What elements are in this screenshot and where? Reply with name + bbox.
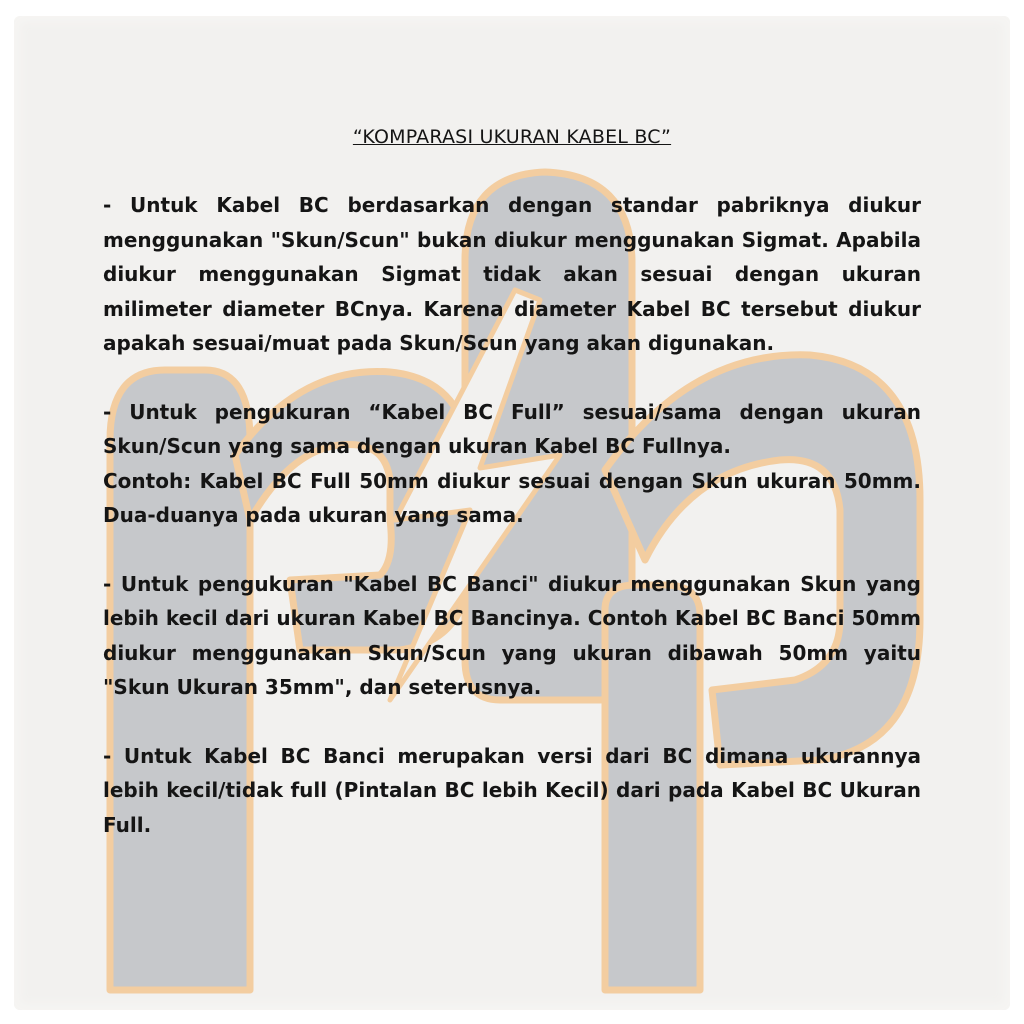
page-title: “KOMPARASI UKURAN KABEL BC” (352, 126, 672, 148)
paragraph-2: - Untuk pengukuran “Kabel BC Full” sesuai/sama dengan ukuran Skun/Scun yang sama dengan ukuran Kabel BC Fullnya. (103, 399, 921, 458)
paragraph-4: - Untuk Kabel BC Banci merupakan versi dari BC dimana ukurannya lebih kecil/tidak full (Pintalan BC lebih Kecil) dari pada Kabel BC Ukuran Full. (103, 743, 921, 837)
paragraph-2-example: Contoh: Kabel BC Full 50mm diukur sesuai dengan Skun ukuran 50mm. Dua-duanya pada ukuran yang sama. (103, 468, 921, 527)
paragraph-1: - Untuk Kabel BC berdasarkan dengan standar pabriknya diukur menggunakan "Skun/Scun" bukan diukur menggunakan Sigmat. Apabila diukur menggunakan Sigmat tidak akan sesuai dengan ukuran milimeter diameter BCnya. Karena diameter Kabel BC tersebut diukur apakah sesuai/muat pada Skun/Scun yang akan digunakan. (103, 193, 921, 355)
document-body (103, 126, 921, 842)
paragraph-3: - Untuk pengukuran "Kabel BC Banci" diukur menggunakan Skun yang lebih kecil dari ukuran Kabel BC Bancinya. Contoh Kabel BC Banci 50mm diukur menggunakan Skun/Scun yang ukuran dibawah 50mm yaitu "Skun Ukuran 35mm", dan seterusnya. (103, 571, 921, 699)
